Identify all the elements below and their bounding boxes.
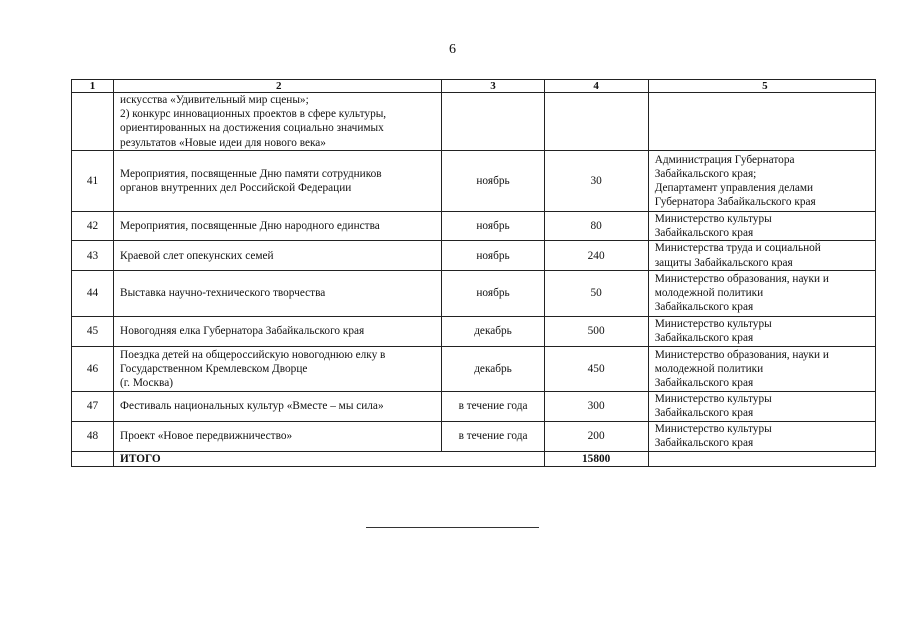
organization-line: Губернатора Забайкальского края (654, 196, 816, 209)
organization-line: молодежной политики (654, 287, 764, 300)
event-cell (114, 241, 442, 270)
organization-line: Забайкальского края (654, 301, 754, 314)
organization-line: защиты Забайкальского края (654, 256, 793, 269)
organization-line: Департамент управления делами (654, 182, 814, 194)
header-cell-5: 5 (648, 80, 875, 93)
header-cell-3: 3 (442, 80, 544, 93)
amount-cell: 500 (544, 316, 648, 346)
organization-cell (648, 451, 875, 466)
organization-line: Забайкальского края (654, 407, 754, 420)
events-table (71, 79, 876, 467)
period-cell: ноябрь (442, 270, 544, 316)
row-number-cell (72, 451, 114, 466)
total-row (72, 451, 876, 466)
organization-line: Забайкальского края (654, 332, 754, 345)
organization-line: Министерство культуры (654, 318, 772, 331)
organization-line: Министерство образования, науки и (654, 348, 829, 361)
event-line: Выставка научно-технического творчества (120, 287, 326, 300)
period-cell: декабрь (442, 316, 544, 346)
row-number-cell: 48 (72, 421, 114, 451)
event-line: Новогодняя елка Губернатора Забайкальского края (120, 325, 365, 338)
row-number-cell: 43 (72, 241, 114, 270)
table-row (72, 270, 876, 316)
table-row (72, 391, 876, 421)
amount-cell: 50 (544, 270, 648, 316)
page-number: 6 (449, 42, 456, 57)
organization-line: Забайкальского края (654, 376, 754, 389)
organization-line: Министерство культуры (654, 393, 772, 406)
row-number-cell: 44 (72, 270, 114, 316)
event-line: искусства «Удивительный мир сцены»; (120, 94, 309, 106)
event-line: 2) конкурс инновационных проектов в сфере культуры, (120, 108, 387, 121)
event-line: Поездка детей на общероссийскую новогоднюю елку в (120, 348, 386, 361)
header-cell-1: 1 (72, 80, 114, 93)
organization-cell (648, 270, 875, 316)
event-cell (114, 421, 442, 451)
period-cell: ноябрь (442, 151, 544, 212)
period-cell: в течение года (442, 391, 544, 421)
amount-cell: 80 (544, 212, 648, 241)
row-number-cell: 41 (72, 151, 114, 212)
event-cell (114, 93, 442, 151)
period-cell: ноябрь (442, 212, 544, 241)
amount-cell: 30 (544, 151, 648, 212)
table-row (72, 316, 876, 346)
organization-line: Забайкальского края (654, 227, 754, 240)
event-line: Проект «Новое передвижничество» (120, 430, 293, 443)
event-line: результатов «Новые идеи для нового века» (120, 136, 326, 149)
organization-line: Администрация Губернатора (654, 153, 795, 166)
total-amount: 15800 (544, 451, 648, 466)
organization-line: Министерства труда и социальной (654, 242, 821, 255)
event-line: Краевой слет опекунских семей (120, 249, 274, 262)
event-line: органов внутренних дел Российской Федерации (120, 182, 352, 194)
amount-cell: 450 (544, 346, 648, 391)
event-cell (114, 391, 442, 421)
event-cell (114, 346, 442, 391)
period-cell (442, 93, 544, 151)
amount-cell: 300 (544, 391, 648, 421)
event-cell (114, 316, 442, 346)
event-line: Государственном Кремлевском Дворце (120, 362, 308, 375)
table-row (72, 241, 876, 270)
end-separator-line (366, 527, 539, 528)
header-cell-4: 4 (544, 80, 648, 93)
total-label: ИТОГО (114, 451, 545, 466)
organization-cell (648, 421, 875, 451)
row-number-cell: 46 (72, 346, 114, 391)
organization-line: молодежной политики (654, 362, 764, 375)
header-cell-2: 2 (114, 80, 442, 93)
organization-line: Забайкальского края (654, 437, 754, 450)
organization-cell (648, 93, 875, 151)
row-number-cell: 42 (72, 212, 114, 241)
event-line: Мероприятия, посвященные Дню народного единства (120, 220, 380, 233)
amount-cell: 240 (544, 241, 648, 270)
table-row (72, 212, 876, 241)
row-number-cell (72, 93, 114, 151)
period-cell: декабрь (442, 346, 544, 391)
event-line: ориентированных на достижения социально значимых (120, 122, 384, 135)
table-row (72, 421, 876, 451)
amount-cell (544, 93, 648, 151)
row-number-cell: 47 (72, 391, 114, 421)
row-number-cell: 45 (72, 316, 114, 346)
organization-cell (648, 212, 875, 241)
organization-cell (648, 346, 875, 391)
organization-cell (648, 391, 875, 421)
event-cell (114, 151, 442, 212)
event-cell (114, 212, 442, 241)
organization-line: Забайкальского края; (654, 167, 757, 180)
organization-line: Министерство культуры (654, 213, 772, 225)
event-line: Мероприятия, посвященные Дню памяти сотрудников (120, 167, 382, 180)
continuation-row (72, 93, 876, 151)
period-cell: в течение года (442, 421, 544, 451)
event-line: Фестиваль национальных культур «Вместе – мы сила» (120, 400, 384, 413)
organization-cell (648, 241, 875, 270)
period-cell: ноябрь (442, 241, 544, 270)
table-row (72, 151, 876, 212)
organization-cell (648, 316, 875, 346)
event-cell (114, 270, 442, 316)
amount-cell: 200 (544, 421, 648, 451)
event-line: (г. Москва) (120, 376, 173, 389)
organization-line: Министерство культуры (654, 423, 772, 436)
header-row (72, 80, 876, 93)
table-row (72, 346, 876, 391)
organization-cell (648, 151, 875, 212)
organization-line: Министерство образования, науки и (654, 273, 829, 285)
